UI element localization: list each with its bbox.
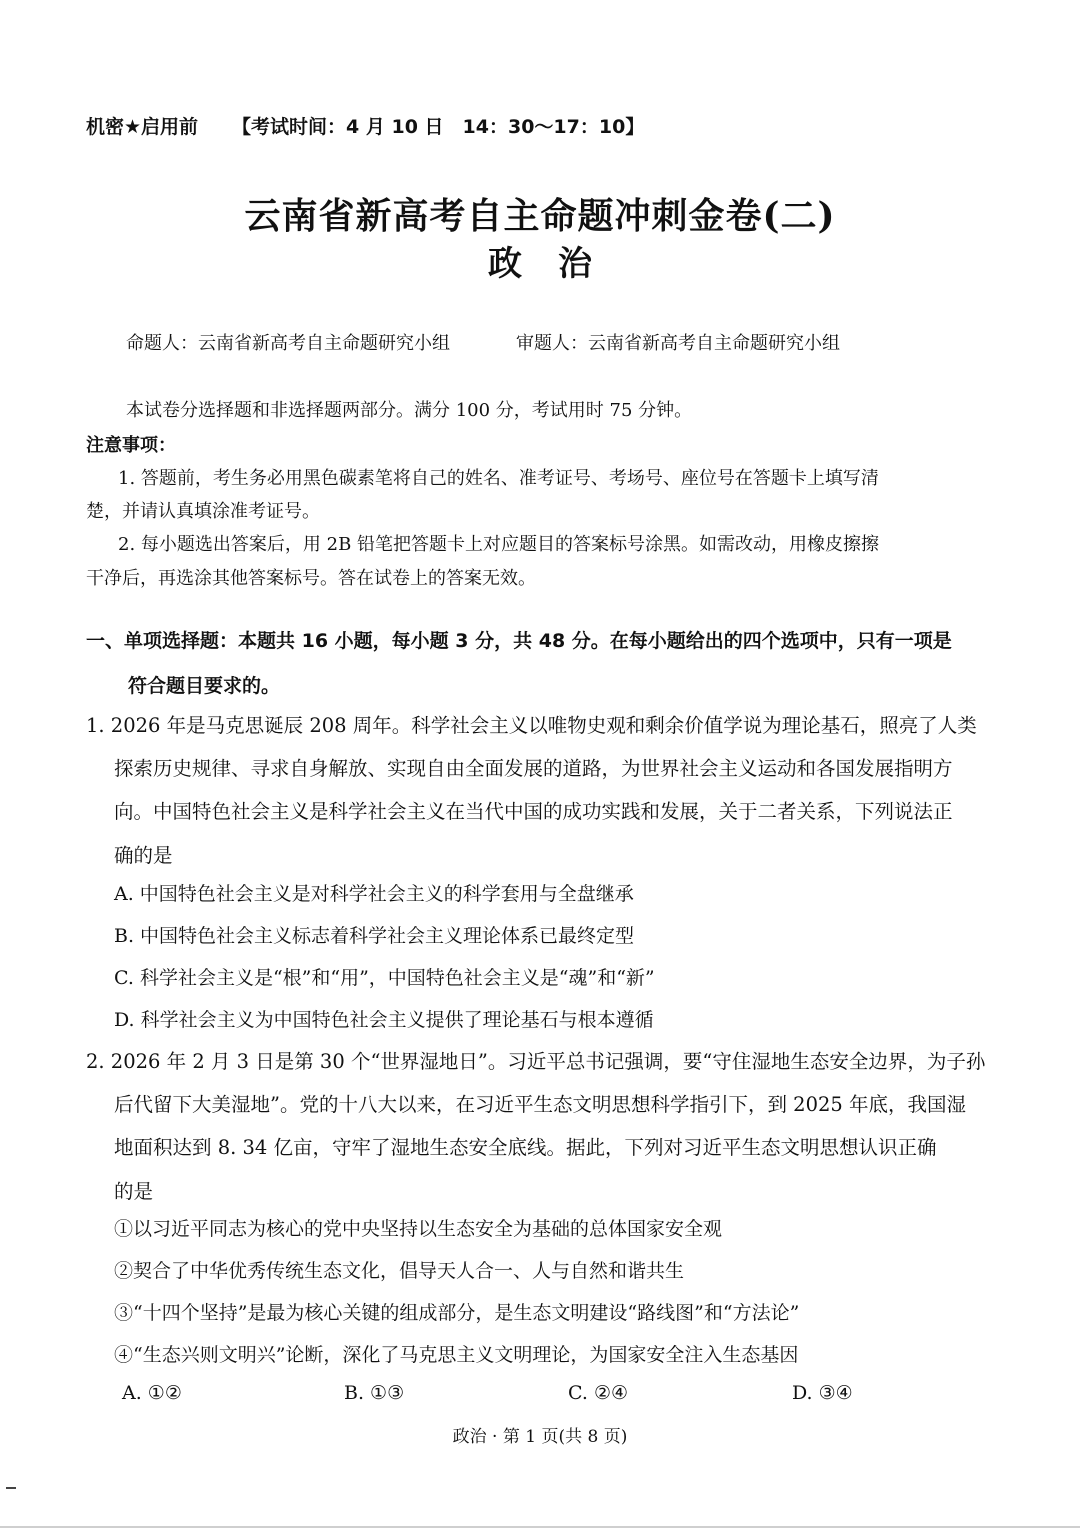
authors-line xyxy=(126,329,840,355)
notice-heading: 注意事项： xyxy=(86,435,176,456)
confidential-label: 机密★启用前 xyxy=(86,116,199,138)
reviewer-text: 审题人：云南省新高考自主命题研究小组 xyxy=(516,333,840,354)
q2-statement-2: ②契合了中华优秀传统生态文化，倡导天人合一、人与自然和谐共生 xyxy=(114,1260,685,1282)
q2-stem-line3: 地面积达到 8. 34 亿亩，守牢了湿地生态安全底线。据此，下列对习近平生态文明思想认识正确 xyxy=(114,1136,937,1159)
q2-stem-line4: 的是 xyxy=(114,1180,154,1203)
q1-option-c: C. 科学社会主义是“根”和“用”，中国特色社会主义是“魂”和“新” xyxy=(114,967,655,989)
notice-item1-line2: 楚，并请认真填涂准考证号。 xyxy=(86,501,320,522)
intro-text: 本试卷分选择题和非选择题两部分。满分 100 分，考试用时 75 分钟。 xyxy=(126,400,693,421)
scan-mark xyxy=(6,1487,16,1489)
notice-item2-line1: 2. 每小题选出答案后，用 2B 铅笔把答题卡上对应题目的答案标号涂黑。如需改动，用橡皮擦擦 xyxy=(118,534,880,555)
notice-item1-line1: 1. 答题前，考生务必用黑色碳素笔将自己的姓名、准考证号、考场号、座位号在答题卡上填写清 xyxy=(118,468,879,489)
q1-stem-line2: 探索历史规律、寻求自身解放、实现自由全面发展的道路，为世界社会主义运动和各国发展指明方 xyxy=(114,757,953,780)
q1-stem-line4: 确的是 xyxy=(114,844,173,867)
q2-stem-line2: 后代留下大美湿地”。党的十八大以来，在习近平生态文明思想科学指引下，到 2025 年底，我国湿 xyxy=(114,1093,966,1116)
q2-option-c: C. ②④ xyxy=(568,1382,629,1404)
q1-option-a: A. 中国特色社会主义是对科学社会主义的科学套用与全盘继承 xyxy=(114,883,634,905)
q1-stem-line3: 向。中国特色社会主义是科学社会主义在当代中国的成功实践和发展，关于二者关系，下列说法正 xyxy=(114,800,953,823)
notice-item2-line2: 干净后，再选涂其他答案标号。答在试卷上的答案无效。 xyxy=(86,568,536,589)
q2-statement-4: ④“生态兴则文明兴”论断，深化了马克思主义文明理论，为国家安全注入生态基因 xyxy=(114,1344,799,1366)
q2-option-a: A. ①② xyxy=(122,1382,182,1404)
exam-title: 云南省新高考自主命题冲刺金卷(二) xyxy=(244,195,836,237)
q1-option-b: B. 中国特色社会主义标志着科学社会主义理论体系已最终定型 xyxy=(114,925,635,947)
q2-option-d: D. ③④ xyxy=(792,1382,853,1404)
setter-text: 命题人：云南省新高考自主命题研究小组 xyxy=(126,333,450,354)
q2-statement-3: ③“十四个坚持”是最为核心关键的组成部分，是生态文明建设“路线图”和“方法论” xyxy=(114,1302,800,1324)
q1-stem-line1: 1. 2026 年是马克思诞辰 208 周年。科学社会主义以唯物史观和剩余价值学说为理论基石，照亮了人类 xyxy=(86,714,977,737)
section1-heading-line2: 符合题目要求的。 xyxy=(128,675,281,697)
q2-stem-line1: 2. 2026 年 2 月 3 日是第 30 个“世界湿地日”。习近平总书记强调，要“守住湿地生态安全边界，为子孙 xyxy=(86,1050,986,1073)
page-footer: 政治 · 第 1 页(共 8 页) xyxy=(452,1427,628,1447)
q2-option-b: B. ①③ xyxy=(344,1382,405,1404)
section1-heading-line1: 一、单项选择题：本题共 16 小题，每小题 3 分，共 48 分。在每小题给出的四个选项中，只有一项是 xyxy=(86,630,952,652)
exam-time: 【考试时间：4 月 10 日 14：30～17：10】 xyxy=(232,116,645,138)
exam-header xyxy=(86,112,644,139)
exam-subject: 政治 xyxy=(488,244,628,284)
q2-statement-1: ①以习近平同志为核心的党中央坚持以生态安全为基础的总体国家安全观 xyxy=(114,1218,723,1240)
q1-option-d: D. 科学社会主义为中国特色社会主义提供了理论基石与根本遵循 xyxy=(114,1009,654,1031)
page-bottom-edge xyxy=(0,1526,1080,1528)
